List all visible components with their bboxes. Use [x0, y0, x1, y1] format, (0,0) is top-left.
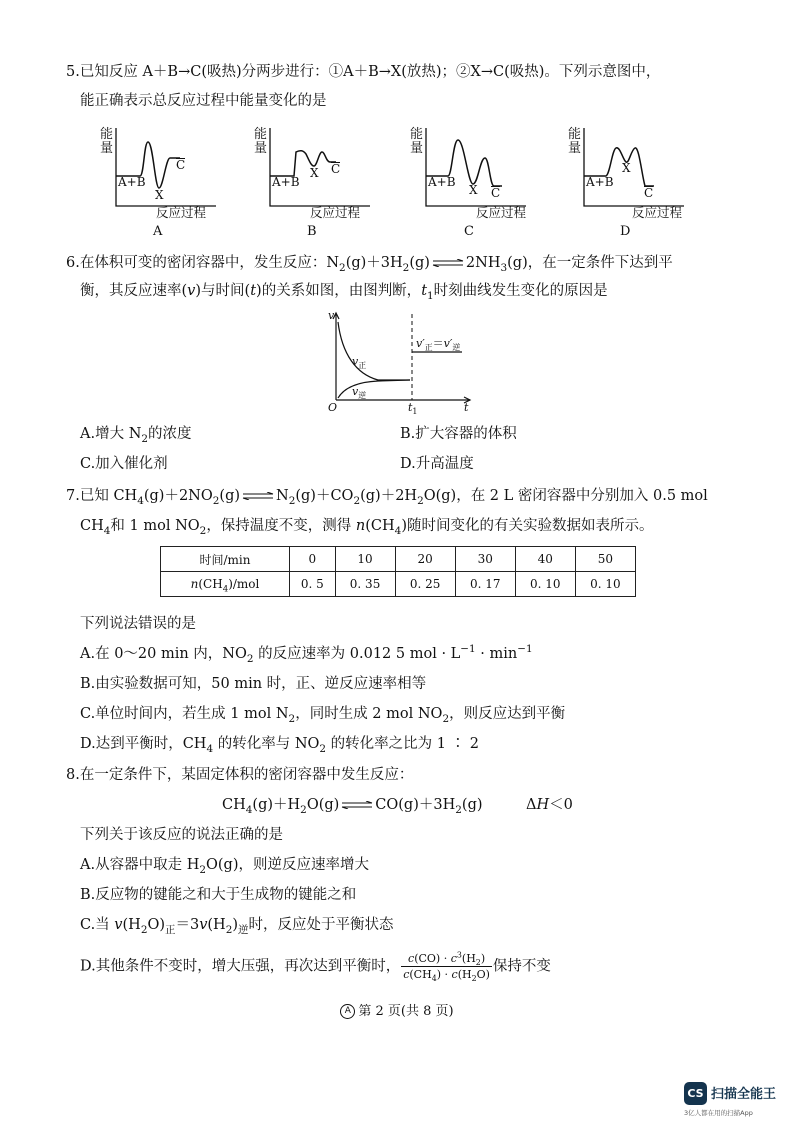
rate-time-graph: [322, 308, 482, 420]
graph-v-axis-label: v: [328, 309, 335, 322]
table-cell: 0. 10: [575, 572, 635, 597]
table-cell: 0. 35: [335, 572, 395, 597]
q8-delta-h: ΔH＜0: [526, 797, 573, 813]
energy-diagram-a-start-label: A+B: [118, 175, 146, 189]
graph-v-reverse-label: $v_逆$: [352, 385, 367, 401]
energy-diagram-c-start-label: A+B: [428, 175, 456, 189]
ch4-data-table: [160, 546, 636, 597]
energy-diagram-c-ylabel: 能量: [410, 127, 424, 156]
equilibrium-arrow: [241, 492, 275, 500]
q6-stem-line1: 6.在体积可变的密闭容器中，发生反应：$N_2(g)+3H_2(g)$ $2NH_3(g)$，在一定条件下达到平: [66, 255, 673, 274]
energy-diagram-a-letter: A: [153, 224, 163, 239]
energy-diagram-b-letter: B: [307, 224, 317, 239]
energy-diagram-c-end-label: C: [491, 186, 501, 200]
table-cell: 20: [395, 547, 455, 572]
q6-option-a[interactable]: A.增大 $N_2$的浓度: [80, 426, 192, 445]
table-cell: 50: [575, 547, 635, 572]
energy-diagram-d-letter: D: [620, 224, 631, 239]
graph-t1-label: $t_1$: [408, 401, 418, 417]
table-cell: 0. 17: [455, 572, 515, 597]
watermark-name: 扫描全能王: [711, 1087, 777, 1102]
table-cell: 0. 5: [290, 572, 336, 597]
q6-option-c[interactable]: C.加入催化剂: [80, 456, 168, 472]
graph-v-forward-label: $v_正$: [352, 355, 367, 371]
table-cell: 10: [335, 547, 395, 572]
energy-diagram-c-letter: C: [464, 224, 474, 239]
q5-stem-line1: 5.已知反应 A＋B→C(吸热)分两步进行：①A＋B→X(放热)；②X→C(吸热)。下列示意图中，: [66, 64, 661, 80]
equilibrium-constant-fraction: $\frac{c(CO) \cdot c^3(H_2)}{c(CH_4) \cdot c(H_2O)}$: [403, 950, 490, 984]
energy-diagram-a: [100, 124, 250, 229]
table-row: [161, 572, 636, 597]
energy-diagram-d-start-label: A+B: [586, 175, 614, 189]
q8-option-a[interactable]: A.从容器中取走 $H_2O(g)$，则逆反应速率增大: [80, 857, 369, 876]
q8-option-c[interactable]: C.当 $v(H_2O)_正=3v(H_2)_逆$时，反应处于平衡状态: [80, 917, 394, 936]
q7-option-c[interactable]: C.单位时间内，若生成 1 mol $N_2$，同时生成 2 mol $NO_2$，则反应达到平衡: [80, 706, 566, 725]
energy-diagram-c: [410, 124, 560, 229]
page-number: 第 2 页(共 8 页): [358, 1004, 454, 1019]
energy-diagram-b-end-label: C: [331, 162, 341, 176]
camscanner-logo-icon: CS: [684, 1082, 707, 1105]
energy-diagram-d-mid-label: X: [622, 161, 631, 175]
q8-equation: $CH_4(g)+H_2O(g)$ $CO(g)+3H_2(g)$: [222, 797, 483, 816]
q8-stem-line1: 8.在一定条件下，某固定体积的密闭容器中发生反应：: [66, 767, 414, 783]
energy-diagram-a-xlabel: 反应过程: [156, 205, 207, 220]
graph-equal-rates-label: $v'_正=v'_逆$: [416, 337, 461, 353]
energy-diagram-b-xlabel: 反应过程: [310, 205, 361, 220]
energy-diagram-b-mid-label: X: [310, 166, 319, 180]
energy-diagram-d-xlabel: 反应过程: [632, 205, 683, 220]
scanner-watermark: [684, 1080, 790, 1120]
q7-stem-line2: $CH_4$和 1 mol $NO_2$，保持温度不变，测得 $n(CH_4)$随时间变化的有关实验数据如表所示。: [80, 518, 654, 537]
energy-diagram-d-end-label: C: [644, 186, 654, 200]
table-row: [161, 547, 636, 572]
energy-diagram-b-ylabel: 能量: [254, 127, 268, 156]
table-cell: 0. 25: [395, 572, 455, 597]
energy-diagram-b: [254, 124, 404, 229]
energy-diagram-b-start-label: A+B: [272, 175, 300, 189]
q7-option-a[interactable]: A.在 0～20 min 内，$NO_2$ 的反应速率为 0.012 5 mol · $L^{-1} \cdot \min^{-1}$: [80, 643, 533, 665]
energy-diagram-d-ylabel: 能量: [568, 127, 582, 156]
q6-option-b[interactable]: B.扩大容器的体积: [400, 426, 517, 442]
q8-option-d[interactable]: D.其他条件不变时，增大压强，再次达到平衡时， $\frac{c(CO) \cdot c^3(H_2)}{c(CH_4) \cdot c(H_2O)}$ 保持不变: [80, 950, 551, 984]
q8-option-b[interactable]: B.反应物的键能之和大于生成物的键能之和: [80, 887, 357, 903]
energy-diagram-a-ylabel: 能量: [100, 127, 114, 156]
graph-origin-label: O: [328, 401, 338, 414]
equilibrium-arrow: [431, 259, 465, 267]
q6-option-d[interactable]: D.升高温度: [400, 456, 474, 472]
watermark-tagline: 3亿人都在用的扫描App: [684, 1109, 753, 1117]
table-header-n-ch4: $n(CH_4)$/mol: [161, 572, 290, 597]
energy-diagram-d: [568, 124, 718, 229]
graph-t-axis-label: t: [464, 401, 469, 414]
table-cell: 30: [455, 547, 515, 572]
table-cell: 0: [290, 547, 336, 572]
q7-option-d[interactable]: D.达到平衡时，$CH_4$ 的转化率与 $NO_2$ 的转化率之比为 1 ∶ 2: [80, 736, 479, 755]
energy-diagram-a-end-label: C: [176, 158, 186, 172]
table-cell: 40: [515, 547, 575, 572]
table-header-time: 时间/min: [161, 547, 290, 572]
energy-diagram-c-xlabel: 反应过程: [476, 205, 527, 220]
q6-stem-line2: 衡，其反应速率(v)与时间(t)的关系如图，由图判断，$t_1$时刻曲线发生变化的原因是: [80, 283, 608, 302]
q7-prompt: 下列说法错误的是: [80, 616, 196, 632]
energy-diagram-c-mid-label: X: [469, 183, 478, 197]
rate-time-graph-plot: [322, 308, 482, 420]
page-footer: [0, 1000, 794, 1019]
equilibrium-arrow: [340, 801, 374, 809]
q7-stem-line1: 7.已知 $CH_4(g)+2NO_2(g)$ $N_2(g)+CO_2(g)+2H_2O(g)$，在 2 L 密闭容器中分别加入 0.5 mol: [66, 488, 708, 507]
q7-option-b[interactable]: B.由实验数据可知，50 min 时，正、逆反应速率相等: [80, 676, 427, 692]
table-cell: 0. 10: [515, 572, 575, 597]
q8-prompt: 下列关于该反应的说法正确的是: [80, 827, 283, 843]
paper-version-mark: A: [340, 1004, 355, 1019]
q5-stem-line2: 能正确表示总反应过程中能量变化的是: [80, 93, 327, 109]
energy-diagram-a-mid-label: X: [155, 188, 164, 202]
